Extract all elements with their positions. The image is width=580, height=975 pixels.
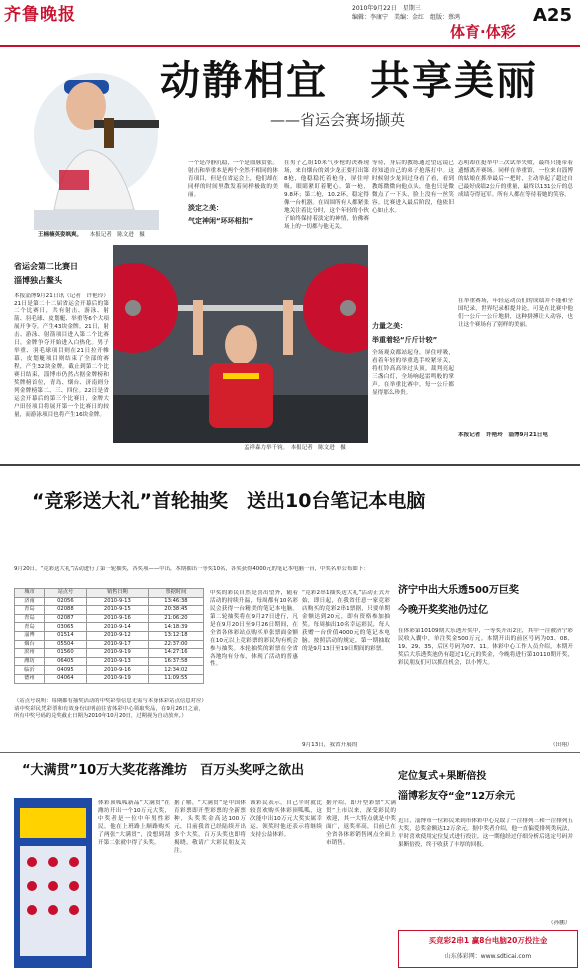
table-cell: 01560	[44, 649, 86, 658]
table-cell: 2010-9-17	[86, 640, 148, 649]
top-rule	[0, 45, 580, 47]
table-cell: 德州	[15, 674, 45, 683]
table-cell: 滨州	[15, 649, 45, 658]
date-line: 2010年9月22日 星期三	[352, 5, 421, 12]
table-cell: 2010-9-19	[86, 649, 148, 658]
table-header-cell: 城市	[15, 589, 45, 598]
table-cell: 04095	[44, 666, 86, 675]
shooter-photo-credit: 本报记者 陈文进 摄	[89, 232, 145, 238]
feature-title: 动静相宜 共享美丽	[160, 58, 538, 104]
table-row	[15, 614, 204, 623]
ad-banner-text: 买竞彩2串1 赢8台电脑20万投注金	[428, 936, 548, 945]
ticket-image	[14, 798, 92, 968]
lottery-b-col-1: 体彩顶呱呱新品“大满贯”在潍坊开出一个10万元大奖，中奖者是一位中年男性彩民。他在上班路上顺路购买了两张“大满贯”，没想到刮开第二张就中得了头奖。	[98, 800, 170, 846]
lottery-a-col-3: “竞彩2串1抽奖送大礼”活动正式开始，即日起，在我省任意一家竞彩店购买的竞彩2串1票据，只要单期金额达到20元，即有资格参加抽奖。每周抽出10名幸运彩民，每人获赠一台价值4000元的笔记本电脑。按照活动的规定，第一期抽取的是9月13日至19日期间的彩票。	[302, 590, 390, 652]
ad-banner	[398, 930, 578, 968]
winner-table-note: （站点号说明：每期都有抽奖活动的中奖彩票信息无需与本身体彩站点信息对应）请中奖彩民凭彩票和有效身份证明前往省体彩中心领取奖品，在9月26日之前，所有中奖号码的兑奖截止日期为2010年10月20日，过期视为自动放弃。）	[14, 698, 204, 720]
feature-col-4b: 在举重赛场，年轻运动员们的成绩并不能和全国纪录，世界纪录相提并论，可是在比赛中他们一公斤一公斤地拼，这种拼搏让人动容，也让这个赛场有了别样的美丽。	[458, 298, 573, 328]
table-cell: 青岛	[15, 606, 45, 615]
feature-intro	[188, 160, 278, 230]
feature-byline: 本报记者 许艳玲 淄博9月21日电	[458, 432, 548, 438]
table-cell: 青岛	[15, 623, 45, 632]
table-cell: 03065	[44, 623, 86, 632]
table-cell: 2010-9-13	[86, 657, 148, 666]
lottery-b-col-4: 据介绍，即开型彩票“大满贯”上市以来，深受彩民的欢迎，其一大特点就是中奖面广，返奖率高，目前已在全省各体彩销售网点全面上市销售。	[326, 800, 396, 846]
feature-intro-text: 一个是冷静沉稳，一个是血脉贲张。射击和举重本是两个全然不相同的体育项目，但是在省运会上，他们却在同样的时间里散发着同样极致的美丽。	[188, 160, 278, 198]
table-cell: 14:18:39	[148, 623, 203, 632]
winner-table	[14, 588, 204, 684]
table-cell: 02056	[44, 597, 86, 606]
page-number: A25	[533, 5, 572, 26]
feature-col-4: 志明却在挺举中三次试举失败，最终只能带着遗憾离开赛场。同样在举重馆，一位来自淄博的姑娘在抓举最后一把时，主动举起了超过自己最好成绩2公斤的重量，最终以131公斤的总成绩夺得冠军。所有人都在等待着她的笑容。	[458, 160, 573, 198]
right-b-body: 近日，淄博市一位彩民来到市体彩中心兑取了一注排列三和一注排列五大奖，总奖金额达12万余元。据中奖者介绍，他一直偏爱排列类玩法，平时喜欢使用定位复式进行投注，这一期他经过仔细分析后选定号码并果断倍投，终于收获了丰厚的回报。	[398, 818, 573, 848]
table-cell: 06405	[44, 657, 86, 666]
table-cell: 2010-9-16	[86, 666, 148, 675]
right-a-title-2: 今晚开奖奖池仍过亿	[398, 604, 488, 616]
news-brief-title-2: 淄博独占鳌头	[14, 275, 62, 285]
ticket-illustration	[14, 798, 92, 968]
winner-table-grid	[14, 588, 204, 684]
table-cell: 14:27:16	[148, 649, 203, 658]
table-header-cell: 票据时间	[148, 589, 203, 598]
feature-col-2: 在男子乙组10米气步枪的决赛现场，来自烟台的刘少龙正要打出第8枪，他稳稳托着枪身，屏住呼吸，眼睛紧盯着靶心。第一枪，9.8环；第二枪，10.2环，稳定得像一台机器。在周围所有人都紧张地关注着比分时，这个年轻的小伙子始终保持着淡定的神情，仿佛赛场上的一切都与他无关。	[284, 160, 369, 230]
right-a	[398, 488, 576, 617]
table-cell: 淄博	[15, 631, 45, 640]
table-cell: 临沂	[15, 666, 45, 675]
table-cell: 02087	[44, 614, 86, 623]
right-b	[398, 760, 578, 803]
table-cell: 02088	[44, 606, 86, 615]
lottery-b-header	[22, 762, 382, 780]
shooter-photo	[34, 60, 159, 230]
right-b-title-2: 淄博彩友夺“金”12万余元	[398, 790, 516, 802]
editor-line: 编辑：李康宁 美编：金红 组版：蔡鸿	[352, 14, 461, 21]
table-row	[15, 606, 204, 615]
lottery-a-title: “竞彩送大礼”首轮抽奖 送出10台笔记本电脑	[32, 490, 426, 512]
right-a-note: （田翔）	[550, 742, 573, 748]
table-row	[15, 623, 204, 632]
table-cell: 11:09:55	[148, 674, 203, 683]
newspaper-brand: 齐鲁晚报	[4, 5, 76, 25]
feature-subtitle: ——省运会赛场撷英	[270, 111, 406, 129]
right-a-body: 在体彩第10109期大乐透开奖中，一等奖开出2注，其中一注被济宁彩民收入囊中，单注奖金500万元。本期开出的前区号码为03、08、19、29、35，后区号码为07、11。体彩中心工作人员介绍，本期开奖后大乐透奖池仍有超过1亿元的奖金，今晚将进行第10110期开奖，彩民朋友们可以抓住机会，以小博大。	[398, 628, 573, 666]
divider-2	[0, 752, 580, 753]
table-row	[15, 640, 204, 649]
lottery-a-date: 9月13日，我省开展的	[302, 742, 358, 748]
table-cell: 13:46:38	[148, 597, 203, 606]
shooter-illustration	[34, 60, 159, 230]
table-row	[15, 597, 204, 606]
table-cell: 04064	[44, 674, 86, 683]
news-brief-title-1: 省运会第二比赛日	[14, 262, 78, 271]
feature-col-3: 等待，身后的教练通过望远镜已经知道自己的弟子抢落打中。这时候射少龙回过身看了看，看到教练微微向他点头，他也只是微微点了一下头，脸上没有一丝笑容。比赛进入最后阶段，他依旧心如止水。	[372, 160, 454, 214]
shooter-caption	[38, 232, 168, 239]
table-cell: 21:06:20	[148, 614, 203, 623]
lottery-b-col-3: 该彩民表示，自己平时就比较喜欢购买体彩顶呱呱，这次能中出10万元大奖实属幸运。领奖时他还表示将继续支持公益体彩。	[250, 800, 322, 838]
strength-section	[372, 318, 454, 458]
right-b-byline: （孙鹏）	[548, 920, 571, 926]
table-cell: 20:38:45	[148, 606, 203, 615]
table-cell: 12:34:02	[148, 666, 203, 675]
table-cell: 烟台	[15, 640, 45, 649]
right-b-title-1: 定位复式+果断倍投	[398, 771, 487, 782]
strength-sub2: 举重着轻“斤斤计较”	[372, 335, 438, 344]
feature-sub-1b: 气定神闲“环环相扣”	[188, 216, 254, 225]
table-cell: 济南	[15, 597, 45, 606]
table-header-cell: 站点号	[44, 589, 86, 598]
table-cell: 2010-9-16	[86, 614, 148, 623]
section-name: 体育·体彩	[450, 23, 516, 41]
header-info	[352, 4, 532, 22]
table-cell: 2010-9-15	[86, 606, 148, 615]
feature-sub-1: 淡定之美：	[188, 203, 223, 212]
table-cell: 潍坊	[15, 657, 45, 666]
news-brief-body: 本报淄博9月21日讯（记者 许艳玲）21日是第二十二届省运会开幕后的第二个比赛日，共有射击、游泳、射箭、羽毛球、皮划艇、举重等6个大项展开争夺，产生43块金牌。21日，射击、游泳、射箭项目进入第二个比赛日，金牌争夺开始进入白热化。男子举重、羽毛球项目则在21日拉开帷幕，皮划艇项目则结束了全部的赛程，产生32块金牌。截止到第二个比赛日结束，淄博市仍然占据金牌榜和奖牌榜首位，青岛、烟台、济南则分列金牌榜第二、三、四位。22日是省运会开幕后的第三个比赛日，金牌大户田径项目将展开第一个比赛日的较量，而游泳项目也将产生16块金牌。	[14, 292, 109, 418]
table-row	[15, 674, 204, 683]
table-cell: 13:12:18	[148, 631, 203, 640]
table-row	[15, 657, 204, 666]
lottery-b-col-2: 据了解，“大满贯”是中国体育彩票即开型彩票的全新票种，头奖奖金高达100万元，目前我省已经陆续开出多个大奖，百万头奖也即将揭晓，敬请广大彩民朋友关注。	[174, 800, 246, 854]
table-cell: 2010-9-14	[86, 623, 148, 632]
weightlifter-photo	[113, 245, 368, 443]
table-cell: 22:37:00	[148, 640, 203, 649]
right-a-title-1: 济宁中出大乐透500万巨奖	[398, 585, 519, 596]
table-row	[15, 649, 204, 658]
table-header-cell: 销售日期	[86, 589, 148, 598]
weightlifter-caption: 孟祥森力举千钧。 本报记者 陈文进 摄	[244, 445, 346, 451]
lottery-b-title: “大满贯”10万大奖花落潍坊 百万头奖呼之欲出	[22, 763, 305, 778]
lottery-a-lead: 9月20日，“竞彩送大礼”活动进行了第一轮抽奖，各奖项——中出，本期抽出一等奖10名，各奖获得4000元的笔记本电脑一台，中奖名单公布如下：	[14, 566, 369, 572]
table-cell: 01514	[44, 631, 86, 640]
news-brief	[14, 262, 109, 463]
ad-banner-url: 山东体彩网：www.sdticai.com	[444, 953, 532, 961]
lottery-a-col-2: 中奖的彩民自然是喜出望外，随着活动的持续升温，每周都有10名彩民会获得一台精美的笔记本电脑。第二轮抽奖将在9月27日进行，凡是在9月20日至9月26日期间，在全省各体彩站点购买单张票面金额在10元以上竞彩票的彩民均有机会参与抽奖。本轮抽奖的彩票在全省各地均有分布，体现了活动的普惠性。	[210, 590, 298, 668]
shooter-caption-text: 王楠楠英姿飒爽。	[38, 232, 83, 238]
table-cell: 2010-9-13	[86, 597, 148, 606]
table-row	[15, 631, 204, 640]
table-cell: 青岛	[15, 614, 45, 623]
table-cell: 05504	[44, 640, 86, 649]
section-divider	[0, 464, 580, 466]
weightlifter-illustration	[113, 245, 368, 443]
strength-text: 全场观众都站起身，屏住呼吸，看着年轻的举重选手咬紧牙关，将杠铃高高举过头顶。裁判亮起三盏白灯，全场响起雷鸣般的掌声。在举重比赛中，每一公斤都显得那么珍贵。	[372, 349, 454, 396]
table-cell: 16:37:58	[148, 657, 203, 666]
strength-sub: 力量之美：	[372, 322, 407, 330]
feature-header	[160, 54, 580, 144]
table-row	[15, 666, 204, 675]
table-cell: 2010-9-19	[86, 674, 148, 683]
table-cell: 2010-9-12	[86, 631, 148, 640]
